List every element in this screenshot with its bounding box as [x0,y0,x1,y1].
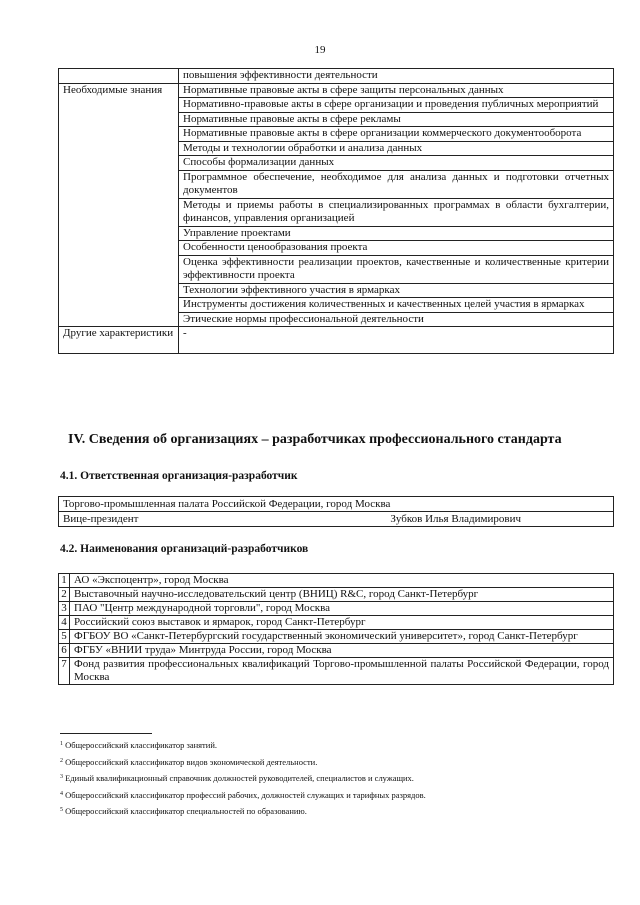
page-number: 19 [314,44,326,56]
knowledge-item: Способы формализации данных [179,156,614,171]
required-knowledge-label: Необходимые знания [59,83,179,327]
row-number: 5 [59,630,70,644]
footnote [60,803,426,820]
row-number: 4 [59,616,70,630]
footnote [60,754,426,771]
table-row [59,327,614,354]
section-title: IV. Сведения об организациях – разработчиках профессионального стандарта [68,432,562,447]
table-row [59,644,614,658]
knowledge-item: Нормативные правовые акты в сфере организации коммерческого документооборота [179,127,614,142]
table-row [59,512,614,527]
responsible-org-name: Торгово-промышленная палата Российской Федерации, город Москва [59,497,614,512]
other-characteristics-value: - [179,327,614,354]
footnote [60,770,426,787]
knowledge-item: Нормативные правовые акты в сфере рекламы [179,112,614,127]
row-number: 3 [59,602,70,616]
table-row [59,69,614,84]
footnote-text: Общероссийский классификатор видов экономической деятельности. [65,756,318,767]
responsible-org-heading: 4.1. Ответственная организация-разработчик [60,470,298,482]
developer-org-name: ПАО "Центр международной торговли", город Москва [70,602,614,616]
knowledge-item: Нормативные правовые акты в сфере защиты персональных данных [179,83,614,98]
continuation-cell: повышения эффективности деятельности [179,69,614,84]
row-number: 1 [59,574,70,588]
footnote-text: Единый квалификационный справочник должностей руководителей, специалистов и служащих. [65,773,414,783]
developer-orgs-table-body [59,574,614,685]
knowledge-item: Оценка эффективности реализации проектов, качественные и количественные критерии эффективности проекта [179,255,614,283]
developer-orgs-heading: 4.2. Наименования организаций-разработчиков [60,543,309,555]
knowledge-item: Управление проектами [179,226,614,241]
knowledge-item: Этические нормы профессиональной деятельности [179,312,614,327]
table-row [59,658,614,685]
footnote-text: Общероссийский классификатор профессий рабочих, должностей служащих и тарифных разрядов. [65,789,426,800]
responsible-org-table [58,496,614,527]
knowledge-item: Инструменты достижения количественных и качественных целей участия в ярмарках [179,298,614,313]
row-number: 2 [59,588,70,602]
table-row [59,588,614,602]
footnote-text: Общероссийский классификатор специальностей по образованию. [65,806,307,816]
person-name: Зубков Илья Владимирович [390,513,521,525]
table-row [59,497,614,512]
required-knowledge-table [58,68,614,354]
knowledge-item: Методы и приемы работы в специализированных программах в области бухгалтерии, финансов, управления организацией [179,198,614,226]
knowledge-item: Программное обеспечение, необходимое для анализа данных и подготовки отчетных документов [179,170,614,198]
developer-orgs-table [58,573,614,685]
responsible-person-cell [59,512,614,527]
footnote-divider [60,733,152,734]
table-row [59,630,614,644]
knowledge-item: Нормативно-правовые акты в сфере организации и проведения публичных мероприятий [179,98,614,113]
knowledge-item: Технологии эффективного участия в ярмарках [179,283,614,298]
table-row [59,616,614,630]
table-row [59,83,614,98]
row-number: 6 [59,644,70,658]
developer-org-name: Выставочный научно-исследовательский центр (ВНИЦ) R&C, город Санкт-Петербург [70,588,614,602]
footnote-text: Общероссийский классификатор занятий. [65,740,217,750]
other-characteristics-label: Другие характеристики [59,327,179,354]
footnote [60,737,426,754]
footnotes [60,737,426,820]
developer-org-name: ФГБУ «ВНИИ труда» Минтруда России, город Москва [70,644,614,658]
row-number: 7 [59,658,70,685]
position-title: Вице-президент [63,513,139,525]
knowledge-item: Методы и технологии обработки и анализа данных [179,141,614,156]
footnote-mark: 5 [60,807,63,813]
table-row [59,602,614,616]
footnote-mark: 3 [60,774,63,780]
knowledge-item: Особенности ценообразования проекта [179,241,614,256]
footnote-mark: 4 [60,790,63,797]
developer-org-name: ФГБОУ ВО «Санкт-Петербургский государственный экономический университет», город Санкт-Петербург [70,630,614,644]
required-knowledge-table-body [59,69,614,354]
footnote-mark: 1 [60,741,63,747]
footnote-mark: 2 [60,757,63,764]
footnote [60,787,426,804]
developer-org-name: Российский союз выставок и ярмарок, город Санкт-Петербург [70,616,614,630]
developer-org-name: Фонд развития профессиональных квалификаций Торгово-промышленной палаты Российской Федерации, город Москва [70,658,614,685]
empty-label-cell [59,69,179,84]
developer-org-name: АО «Экспоцентр», город Москва [70,574,614,588]
table-row [59,574,614,588]
